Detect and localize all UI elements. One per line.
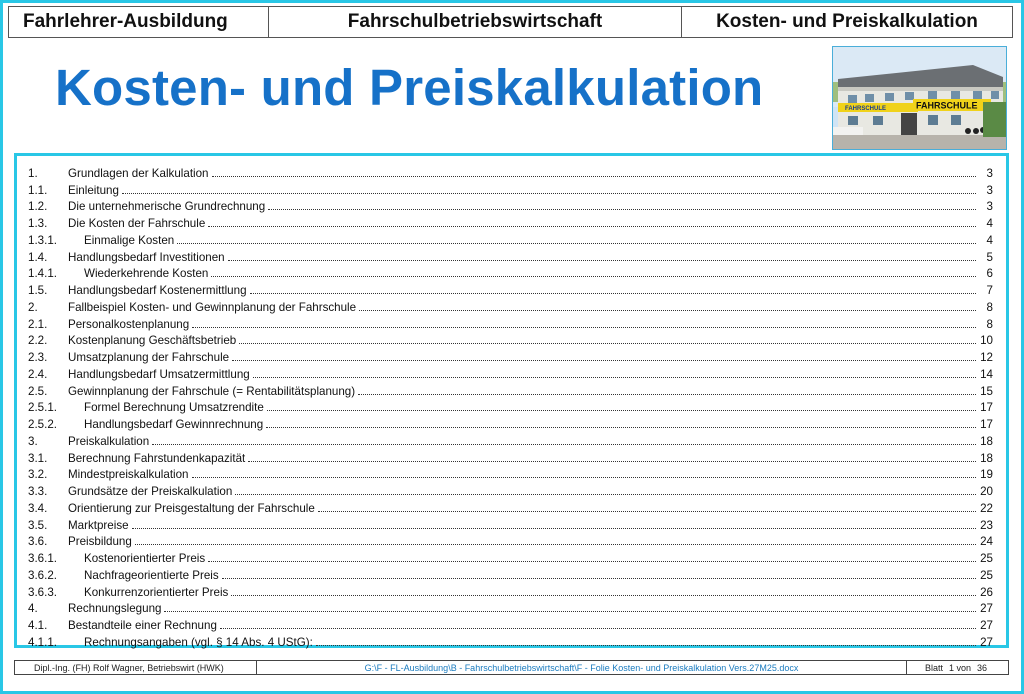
toc-entry-title: Einleitung — [68, 183, 119, 197]
toc-entry[interactable] — [28, 582, 993, 599]
toc-entry-page: 27 — [980, 602, 993, 616]
toc-entry-number: 2.3. — [28, 351, 48, 364]
toc-entry-number: 1.3. — [28, 217, 48, 230]
page-title: Kosten- und Preiskalkulation — [55, 59, 764, 116]
toc-entry-page: 6 — [986, 267, 993, 281]
toc-entry-number: 4.1. — [28, 619, 48, 632]
toc-entry-title: Die unternehmerische Grundrechnung — [68, 200, 266, 214]
toc-dot-leader — [132, 528, 976, 529]
toc-entry-title: Kostenorientierter Preis — [84, 552, 206, 565]
toc-entry-title: Rechnungsangaben (vgl. § 14 Abs. 4 UStG): — [84, 635, 313, 649]
toc-entry-page: 23 — [980, 518, 993, 532]
toc-entry-page: 17 — [980, 418, 993, 431]
toc-entry[interactable] — [28, 515, 993, 532]
toc-dot-leader — [232, 360, 976, 361]
toc-entry-page: 25 — [980, 552, 993, 565]
toc-dot-leader — [208, 226, 976, 227]
toc-entry-number: 1.5. — [28, 284, 48, 297]
toc-entry-title: Kostenplanung Geschäftsbetrieb — [68, 334, 237, 348]
toc-entry[interactable] — [28, 431, 993, 448]
toc-dot-leader — [211, 276, 976, 277]
toc-entry-number: 3.5. — [28, 518, 48, 532]
toc-dot-leader — [248, 461, 976, 462]
toc-dot-leader — [239, 343, 976, 344]
toc-entry[interactable] — [28, 599, 993, 616]
toc-dot-leader — [135, 544, 976, 545]
toc-entry-title: Berechnung Fahrstundenkapazität — [68, 451, 246, 465]
toc-entry-number: 2.5. — [28, 384, 48, 398]
toc-entry-number: 1. — [28, 166, 38, 180]
toc-entry[interactable] — [28, 230, 993, 247]
toc-entry-number: 1.1. — [28, 183, 48, 197]
toc-entry-number: 3.6. — [28, 535, 48, 549]
toc-entry-number: 2.1. — [28, 317, 48, 331]
sign-small-text: FAHRSCHULE — [845, 106, 887, 112]
toc-entry-number: 2.5.1. — [28, 401, 58, 415]
toc-entry-number: 1.4. — [28, 250, 48, 264]
toc-entry-title: Mindestpreiskalkulation — [68, 468, 189, 482]
toc-entry-number: 2.4. — [28, 367, 48, 381]
toc-dot-leader — [250, 293, 976, 294]
toc-entry-number: 3.3. — [28, 485, 48, 498]
footer-file-path: G:\F - FL-Ausbildung\B - Fahrschulbetriebswirtschaft\F - Folie Kosten- und Preiskalkulation Vers.27M25.docx — [257, 661, 907, 674]
toc-entry-page: 12 — [980, 351, 993, 364]
toc-dot-leader — [122, 193, 976, 194]
toc-dot-leader — [316, 645, 976, 646]
toc-entry[interactable] — [28, 247, 993, 264]
toc-entry[interactable] — [28, 297, 993, 314]
toc-dot-leader — [222, 578, 976, 579]
toc-entry-page: 8 — [986, 317, 993, 331]
toc-entry-title: Konkurrenzorientierter Preis — [84, 585, 229, 599]
toc-entry[interactable] — [28, 163, 993, 180]
toc-entry[interactable] — [28, 314, 993, 331]
toc-dot-leader — [152, 444, 976, 445]
footer-sheet-total: 36 — [977, 662, 988, 673]
toc-entry-number: 1.2. — [28, 200, 48, 214]
toc-entry[interactable] — [28, 331, 993, 348]
toc-entry[interactable] — [28, 615, 993, 632]
toc-entry[interactable] — [28, 213, 993, 230]
toc-entry-title: Einmalige Kosten — [84, 233, 175, 247]
toc-dot-leader — [177, 243, 976, 244]
toc-dot-leader — [253, 377, 976, 378]
toc-entry[interactable] — [28, 414, 993, 431]
toc-entry[interactable] — [28, 565, 993, 582]
toc-dot-leader — [164, 611, 976, 612]
footer-sheet-label: Blatt — [925, 662, 944, 673]
toc-entry-title: Wiederkehrende Kosten — [84, 267, 209, 281]
toc-entry-page: 24 — [980, 535, 993, 549]
toc-entry-title: Orientierung zur Preisgestaltung der Fahrschule — [68, 501, 315, 515]
toc-entry-page: 5 — [986, 250, 993, 264]
toc-dot-leader — [231, 595, 976, 596]
toc-entry[interactable] — [28, 264, 993, 281]
sign-large-text: FAHRSCHULE — [916, 100, 978, 111]
toc-entry[interactable] — [28, 481, 993, 498]
toc-entry-title: Formel Berechnung Umsatzrendite — [84, 401, 264, 415]
toc-entry-page: 4 — [986, 217, 993, 230]
toc-entry[interactable] — [28, 632, 993, 649]
toc-entry-number: 4. — [28, 602, 38, 616]
toc-entry-title: Handlungsbedarf Gewinnrechnung — [84, 418, 264, 431]
toc-entry-page: 27 — [980, 619, 993, 632]
toc-entry-title: Rechnungslegung — [68, 602, 162, 616]
toc-entry-page: 4 — [986, 233, 993, 247]
toc-entry-page: 27 — [980, 635, 993, 649]
toc-dot-leader — [212, 176, 976, 177]
toc-entry-title: Nachfrageorientierte Preis — [84, 568, 219, 582]
toc-entry-number: 3.6.2. — [28, 568, 58, 582]
toc-entry-page: 3 — [986, 166, 993, 180]
toc-entry-page: 7 — [986, 284, 993, 297]
toc-entry[interactable] — [28, 498, 993, 515]
toc-entry-title: Handlungsbedarf Umsatzermittlung — [68, 367, 250, 381]
toc-dot-leader — [235, 494, 976, 495]
toc-entry-title: Grundsätze der Preiskalkulation — [68, 485, 233, 498]
toc-entry-page: 15 — [980, 384, 993, 398]
toc-entry-page: 10 — [980, 334, 993, 348]
toc-entry-page: 26 — [980, 585, 993, 599]
toc-entry-page: 20 — [980, 485, 993, 498]
toc-dot-leader — [228, 260, 976, 261]
toc-entry-number: 2.5.2. — [28, 418, 58, 431]
toc-entry[interactable] — [28, 465, 993, 482]
toc-dot-leader — [266, 427, 976, 428]
toc-dot-leader — [318, 511, 976, 512]
header-subject: Fahrschulbetriebswirtschaft — [269, 7, 682, 37]
toc-entry-page: 3 — [986, 200, 993, 214]
header-course: Fahrlehrer-Ausbildung — [9, 7, 269, 37]
page-footer — [14, 660, 1009, 675]
toc-entry-title: Handlungsbedarf Kostenermittlung — [68, 284, 247, 297]
toc-entry[interactable] — [28, 381, 993, 398]
driving-school-photo — [832, 46, 1007, 150]
toc-entry-number: 4.1.1. — [28, 635, 58, 649]
toc-entry-number: 3. — [28, 434, 38, 448]
toc-entry[interactable] — [28, 347, 993, 364]
toc-dot-leader — [192, 327, 976, 328]
toc-dot-leader — [268, 209, 976, 210]
toc-dot-leader — [192, 477, 976, 478]
toc-entry-title: Handlungsbedarf Investitionen — [68, 250, 225, 264]
footer-author: Dipl.-Ing. (FH) Rolf Wagner, Betriebswirt (HWK) — [15, 661, 257, 674]
page-header — [8, 6, 1013, 38]
toc-entry-page: 17 — [980, 401, 993, 415]
toc-entry[interactable] — [28, 548, 993, 565]
toc-entry-title: Preiskalkulation — [68, 434, 150, 448]
toc-entry-number: 3.6.3. — [28, 585, 58, 599]
toc-entry-title: Fallbeispiel Kosten- und Gewinnplanung der Fahrschule — [68, 300, 357, 314]
toc-dot-leader — [267, 410, 976, 411]
toc-entry-page: 22 — [980, 501, 993, 515]
toc-entry[interactable] — [28, 280, 993, 297]
toc-entry-number: 1.4.1. — [28, 267, 58, 281]
toc-entry-title: Grundlagen der Kalkulation — [68, 166, 209, 180]
toc-entry-title: Personalkostenplanung — [68, 317, 190, 331]
toc-entry-page: 25 — [980, 568, 993, 582]
toc-entry[interactable] — [28, 398, 993, 415]
toc-entry-page: 14 — [980, 367, 993, 381]
toc-dot-leader — [208, 561, 976, 562]
toc-entry-title: Bestandteile einer Rechnung — [68, 619, 217, 632]
toc-entry-page: 18 — [980, 434, 993, 448]
toc-entry[interactable] — [28, 197, 993, 214]
toc-entry-number: 3.1. — [28, 451, 48, 465]
toc-entry-title: Umsatzplanung der Fahrschule — [68, 351, 230, 364]
toc-entry-number: 3.4. — [28, 501, 48, 515]
toc-entry-title: Preisbildung — [68, 535, 132, 549]
footer-sheet — [907, 661, 1008, 674]
toc-entry-number: 3.2. — [28, 468, 48, 482]
toc-entry[interactable] — [28, 532, 993, 549]
toc-dot-leader — [359, 310, 976, 311]
toc-entry[interactable] — [28, 180, 993, 197]
table-of-contents — [14, 153, 1009, 648]
toc-entry-number: 2.2. — [28, 334, 48, 348]
toc-entry-number: 1.3.1. — [28, 233, 58, 247]
footer-sheet-current: 1 von — [949, 662, 972, 673]
toc-list — [28, 163, 993, 649]
toc-entry-page: 18 — [980, 451, 993, 465]
header-topic: Kosten- und Preiskalkulation — [716, 11, 978, 32]
toc-entry[interactable] — [28, 448, 993, 465]
toc-dot-leader — [220, 628, 976, 629]
toc-entry[interactable] — [28, 364, 993, 381]
toc-entry-page: 8 — [986, 300, 993, 314]
toc-entry-title: Marktpreise — [68, 518, 129, 532]
toc-entry-title: Die Kosten der Fahrschule — [68, 217, 206, 230]
toc-entry-page: 3 — [986, 183, 993, 197]
toc-entry-title: Gewinnplanung der Fahrschule (= Rentabilitätsplanung) — [68, 384, 356, 398]
toc-dot-leader — [358, 394, 976, 395]
toc-entry-number: 2. — [28, 300, 38, 314]
toc-entry-page: 19 — [980, 468, 993, 482]
toc-entry-number: 3.6.1. — [28, 552, 58, 565]
